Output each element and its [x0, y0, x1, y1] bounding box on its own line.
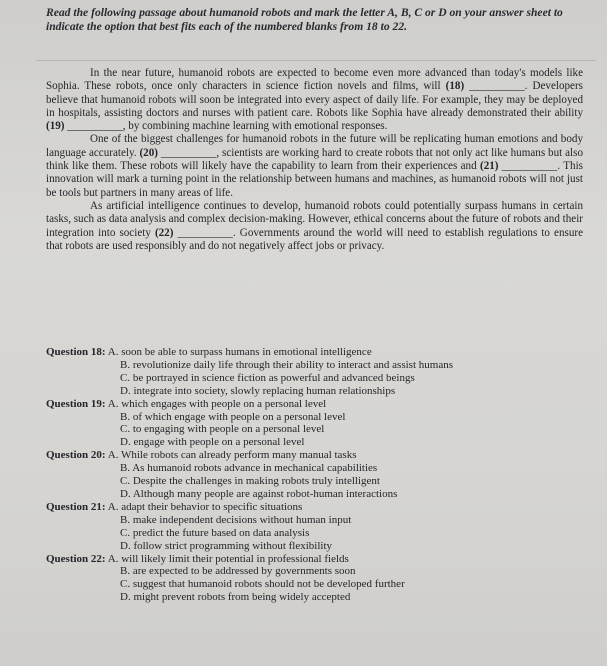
- option-d: D. engage with people on a personal level: [120, 436, 305, 449]
- blank-21: __________: [501, 160, 558, 173]
- passage-text: . This innovation will mark a turning point in the relationship between humans and machines, as humanoid robots will not just be tools but partners in many areas of life.: [46, 160, 583, 199]
- blank-22: __________: [177, 226, 233, 239]
- blank-19: __________: [67, 120, 123, 133]
- question-list: [46, 346, 583, 604]
- option-d: D. follow strict programming without flexibility: [120, 539, 333, 552]
- option-a: A. While robots can already perform many manual tasks: [107, 449, 357, 462]
- blank-number-18: (18): [445, 80, 470, 93]
- option-c: C. be portrayed in science fiction as powerful and advanced beings: [120, 371, 415, 384]
- question-22: [46, 553, 583, 605]
- question-20: [46, 449, 583, 501]
- question-label: Question 18:: [46, 346, 106, 358]
- question-label: Question 21:: [46, 500, 106, 513]
- passage-paragraph-1: [46, 67, 583, 133]
- option-b: B. are expected to be addressed by governments soon: [120, 565, 356, 578]
- option-a: A. adapt their behavior to specific situations: [107, 500, 303, 513]
- question-label: Question 20:: [46, 449, 106, 462]
- blank-number-19: (19): [46, 120, 68, 133]
- option-c: C. predict the future based on data analysis: [120, 526, 310, 539]
- option-b: B. revolutionize daily life through their ability to interact and assist humans: [120, 358, 453, 371]
- passage-text: . Developers believe that humanoid robots will soon be integrated into every aspect of daily life. For example, they may be deployed in hospitals, assisting doctors and nurses with patient care. Robots like Sophia have already demonstrated their ability: [46, 80, 583, 119]
- option-d: D. Although many people are against robot-human interactions: [120, 487, 398, 500]
- question-label: Question 22:: [46, 552, 106, 565]
- instruction-text: Read the following passage about humanoid robots and mark the letter A, B, C or D on your answer sheet to indicate the option that best fits each of the numbered blanks from 18 to 22.: [46, 6, 563, 33]
- blank-number-22: (22): [154, 226, 178, 239]
- blank-18: __________: [469, 80, 525, 93]
- question-21: [46, 501, 583, 553]
- option-a: A. soon be able to surpass humans in emotional intelligence: [107, 346, 372, 358]
- passage-text: As artificial intelligence continues to develop, humanoid robots could potentially surpass humans in certain tasks, such as data analysis and complex decision-making. However, ethical concerns about the future of robots and their integration into society: [46, 199, 583, 239]
- option-b: B. As humanoid robots advance in mechanical capabilities: [120, 462, 378, 475]
- passage-text: . Governments around the world will need to establish regulations to ensure that robots are used responsibly and do not negatively affect jobs or privacy.: [46, 226, 583, 252]
- passage-text: , scientists are working hard to create robots that not only act like humans but also think like them. These robots will likely have the capability to learn from their experiences and: [46, 146, 583, 173]
- option-c: C. suggest that humanoid robots should not be developed further: [120, 578, 405, 591]
- option-b: B. of which engage with people on a personal level: [120, 410, 346, 423]
- question-19: [46, 398, 583, 450]
- reading-passage: [46, 67, 583, 253]
- option-d: D. might prevent robots from being widely accepted: [120, 591, 351, 604]
- passage-paragraph-3: [46, 200, 583, 253]
- option-a: A. which engages with people on a personal level: [107, 397, 327, 410]
- option-b: B. make independent decisions without human input: [120, 513, 352, 526]
- passage-text: , by combining machine learning with emotional responses.: [122, 120, 388, 133]
- passage-text: In the near future, humanoid robots are expected to become even more advanced than today's models like Sophia. These robots, once only characters in science fiction novels and films, will: [46, 67, 583, 93]
- option-c: C. Despite the challenges in making robots truly intelligent: [120, 475, 380, 488]
- section-divider: [36, 60, 596, 61]
- blank-number-20: (20): [139, 146, 161, 159]
- option-a: A. will likely limit their potential in professional fields: [107, 552, 349, 565]
- question-label: Question 19:: [46, 397, 106, 410]
- blank-number-21: (21): [480, 160, 502, 173]
- passage-paragraph-2: [46, 133, 583, 199]
- option-c: C. to engaging with people on a personal level: [120, 423, 325, 436]
- question-18: [46, 346, 583, 398]
- blank-20: __________: [160, 146, 217, 159]
- passage-text: One of the biggest challenges for humanoid robots in the future will be replicating human emotions and body language accurately.: [46, 133, 583, 159]
- option-d: D. integrate into society, slowly replacing human relationships: [120, 384, 396, 397]
